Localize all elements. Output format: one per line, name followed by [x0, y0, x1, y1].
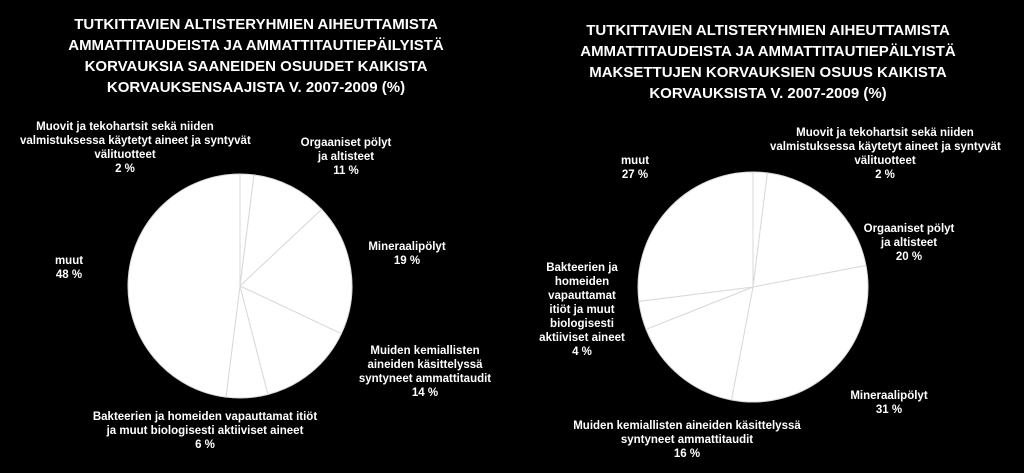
slice-label-organic-dusts: Orgaaniset pölyt ja altisteet 11 %	[300, 137, 392, 177]
slice-label-mineral-dusts: Mineraalipölyt 31 %	[850, 390, 928, 416]
chart-title-line: KORVAUKSISTA V. 2007-2009 (%)	[649, 85, 887, 102]
slice-label-plastics: Muovit ja tekohartsit sekä niiden valmistuksessa käytetyt aineet ja syntyvät välituotteet 2 %	[20, 121, 251, 175]
slice-label-bacteria-molds: Bakteerien ja homeiden vapauttamat itiöt ja muut biologisesti aktiiviset aineet 4 %	[539, 262, 625, 358]
chart-title-line: AMMATTITAUDEISTA JA AMMATTITAUTIEPÄILYISTÄ	[580, 43, 956, 60]
slice-label-plastics: Muovit ja tekohartsit sekä niiden valmistuksessa käytetyt aineet ja syntyvät välituotteet 2 %	[770, 127, 1001, 181]
slice-label-other: muut 48 %	[54, 255, 84, 281]
pie-chart-compensation-share	[512, 0, 1024, 473]
chart-title-line: TUTKITTAVIEN ALTISTERYHMIEN AIHEUTTAMISTA	[586, 22, 950, 39]
pie-slice-other	[128, 174, 240, 397]
chart-title-line: KORVAUKSENSAAJISTA V. 2007-2009 (%)	[106, 79, 406, 96]
chart-title-line: TUTKITTAVIEN ALTISTERYHMIEN AIHEUTTAMISTA	[74, 16, 438, 33]
slice-label-other-chemicals: Muiden kemiallisten aineiden käsittelyssä syntyneet ammattitaudit 14 %	[358, 345, 492, 399]
slice-label-other-chemicals: Muiden kemiallisten aineiden käsittelyssä syntyneet ammattitaudit 16 %	[573, 420, 801, 460]
chart-title-line: MAKSETTUJEN KORVAUKSIEN OSUUS KAIKISTA	[589, 64, 947, 81]
chart-title-line: AMMATTITAUDEISTA JA AMMATTITAUTIEPÄILYISTÄ	[68, 37, 444, 54]
slice-label-other: muut 27 %	[620, 155, 650, 181]
pie-slice-other	[638, 172, 753, 301]
slice-label-mineral-dusts: Mineraalipölyt 19 %	[368, 241, 446, 267]
chart-title-line: KORVAUKSIA SAANEIDEN OSUUDET KAIKISTA	[84, 58, 428, 75]
slice-label-organic-dusts: Orgaaniset pölyt ja altisteet 20 %	[863, 223, 955, 263]
slice-label-bacteria-molds: Bakteerien ja homeiden vapauttamat itiöt ja muut biologisesti aktiiviset aineet 6 %	[92, 411, 318, 451]
